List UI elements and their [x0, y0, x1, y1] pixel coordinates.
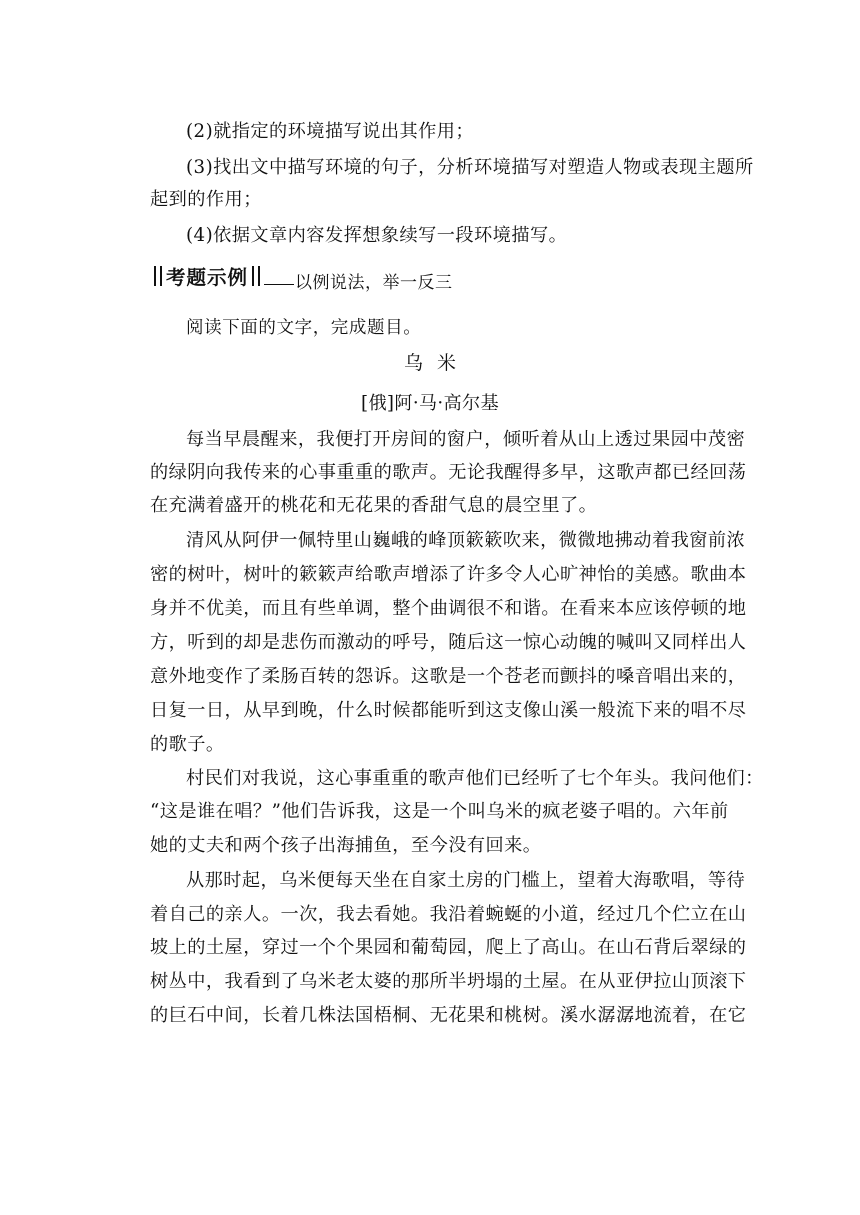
article-line: 她的丈夫和两个孩子出海捕鱼，至今没有回来。	[150, 835, 542, 856]
article-line: 密的树叶，树叶的簌簌声给歌声增添了许多令人心旷神怡的美感。歌曲本	[150, 564, 747, 585]
article-line: “这是谁在唱？”他们告诉我，这是一个叫乌米的疯老婆子唱的。六年前	[150, 801, 729, 822]
article-line: 树丛中，我看到了乌米老太婆的那所半坍塌的土屋。在从亚伊拉山顶滚下	[150, 971, 747, 992]
reading-prompt: 阅读下面的文字，完成题目。	[186, 317, 422, 337]
right-bar-icon	[252, 266, 260, 286]
dash-rule	[264, 268, 294, 285]
instruction-3: (3)找出文中描写环境的句子，分析环境描写对塑造人物或表现主题所	[186, 157, 754, 178]
article-line: 意外地变作了柔肠百转的怨诉。这歌是一个苍老而颤抖的嗓音唱出来的，	[150, 666, 747, 687]
instruction-2: (2)就指定的环境描写说出其作用；	[186, 121, 475, 142]
article-line: 的巨石中间，长着几株法国梧桐、无花果和桃树。溪水潺潺地流着，在它	[150, 1005, 747, 1026]
article-author: [俄]阿·马·高尔基	[361, 393, 499, 414]
article-line: 每当早晨醒来，我便打开房间的窗户，倾听着从山上透过果园中茂密	[186, 429, 746, 450]
article-line: 从那时起，乌米便每天坐在自家土房的门槛上，望着大海歌唱，等待	[186, 870, 746, 891]
article-line: 日复一日，从早到晚，什么时候都能听到这支像山溪一般流下来的唱不尽	[150, 700, 747, 721]
article-line: 方，听到的却是悲伤而激动的呼号，随后这一惊心动魄的喊叫又同样出人	[150, 632, 747, 653]
article-line: 坡上的土屋，穿过一个个果园和葡萄园，爬上了高山。在山石背后翠绿的	[150, 937, 747, 958]
article-line: 的绿阴向我传来的心事重重的歌声。无论我醒得多早，这歌声都已经回荡	[150, 462, 747, 483]
article-line: 村民们对我说，这心事重重的歌声他们已经听了七个年头。我问他们：	[186, 768, 764, 789]
article-line: 着自己的亲人。一次，我去看她。我沿着蜿蜒的小道，经过几个伫立在山	[150, 904, 747, 925]
left-bar-icon	[154, 266, 162, 286]
article-line: 在充满着盛开的桃花和无花果的香甜气息的晨空里了。	[150, 495, 598, 516]
instruction-4: (4)依据文章内容发挥想象续写一段环境描写。	[186, 225, 568, 246]
instruction-3-cont: 起到的作用；	[150, 189, 262, 210]
section-subtitle: 以例说法，举一反三	[295, 272, 453, 292]
article-line: 身并不优美，而且有些单调，整个曲调很不和谐。在看来本应该停顿的地	[150, 598, 747, 619]
section-title: 考题示例	[166, 267, 249, 289]
section-header	[150, 262, 453, 290]
article-line: 清风从阿伊一佩特里山巍峨的峰顶簌簌吹来，微微地拂动着我窗前浓	[186, 530, 746, 551]
article-title: 乌米	[403, 353, 470, 374]
article-line: 的歌子。	[150, 734, 225, 755]
